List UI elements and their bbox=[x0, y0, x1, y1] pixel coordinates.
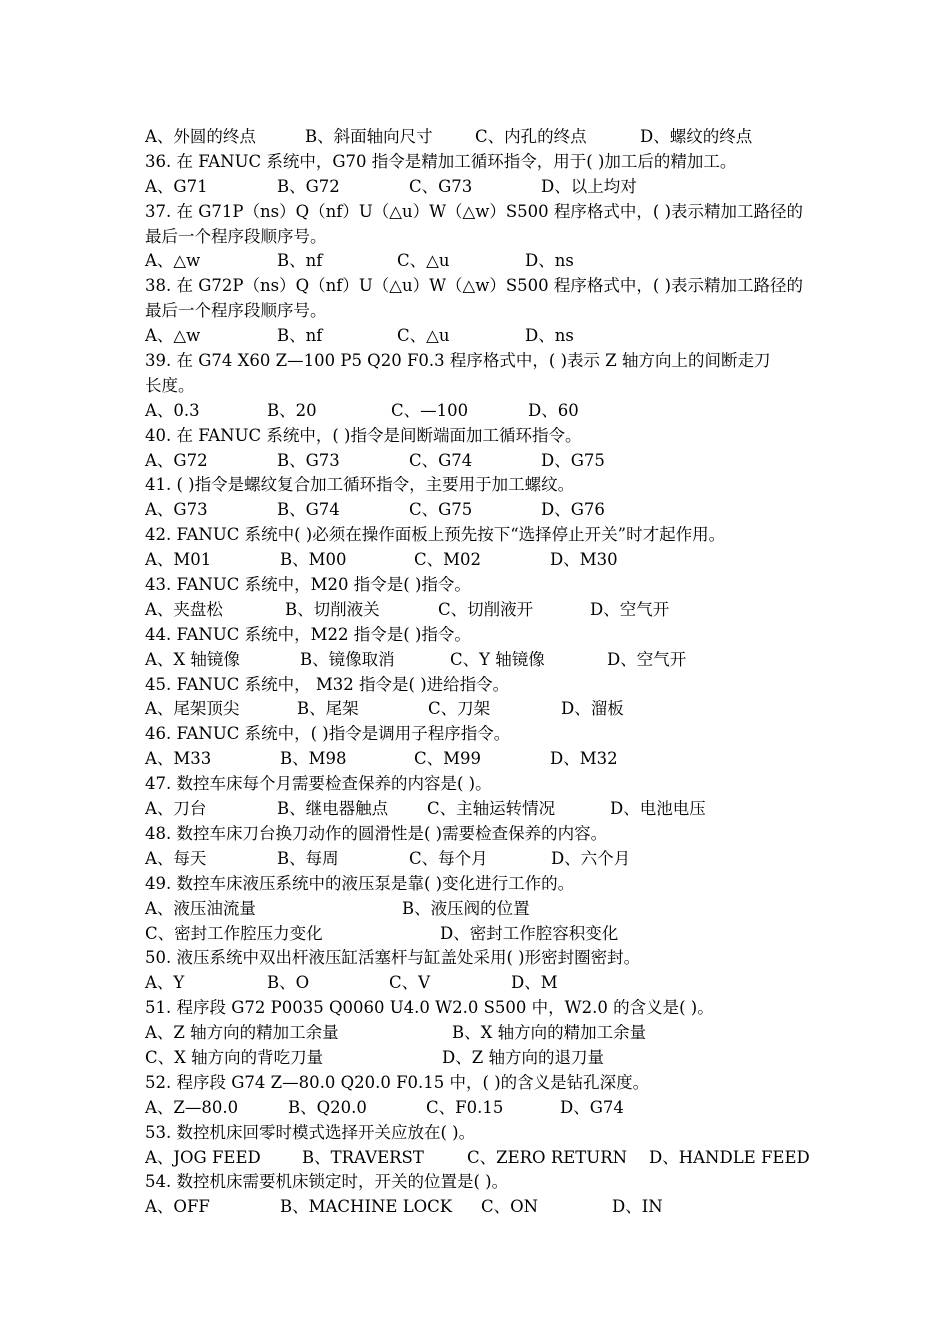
option-a: A、刀台 bbox=[145, 799, 207, 819]
option-a: A、外圆的终点 bbox=[145, 127, 256, 146]
option-c: C、Y 轴镜像 bbox=[450, 649, 545, 669]
question-text: 38. 在 G72P（ns）Q（nf）U（△u）W（△w）S500 程序格式中，( )表示精加工路径的 bbox=[145, 276, 804, 296]
question-text: 最后一个程序段顺序号。 bbox=[145, 301, 327, 321]
option-a: A、G72 bbox=[145, 450, 208, 470]
option-d: D、G75 bbox=[541, 450, 605, 470]
option-d: D、G74 bbox=[560, 1097, 624, 1117]
options-row bbox=[145, 697, 815, 722]
question-text: 36. 在 FANUC 系统中，G70 指令是精加工循环指令，用于( )加工后的精加工。 bbox=[145, 151, 737, 171]
options-row bbox=[145, 1146, 815, 1171]
option-a: A、△w bbox=[145, 251, 201, 271]
question-text: 最后一个程序段顺序号。 bbox=[145, 226, 327, 246]
option-c: C、△u bbox=[397, 326, 450, 346]
options-row bbox=[145, 1195, 815, 1220]
options-row bbox=[145, 175, 815, 200]
option-a: A、Y bbox=[145, 973, 185, 993]
options-row bbox=[145, 399, 815, 424]
question-text: 长度。 bbox=[145, 375, 195, 395]
question-text: 45. FANUC 系统中， M32 指令是( )进给指令。 bbox=[145, 674, 510, 694]
question-text: 43. FANUC 系统中，M20 指令是( )指令。 bbox=[145, 575, 471, 595]
option-c: C、主轴运转情况 bbox=[427, 799, 556, 819]
option-c: C、V bbox=[389, 973, 431, 993]
option-d: D、空气开 bbox=[590, 599, 670, 619]
option-c: C、ZERO RETURN bbox=[467, 1147, 628, 1167]
option-b: B、液压阀的位置 bbox=[402, 898, 530, 918]
option-b: B、Q20.0 bbox=[288, 1097, 367, 1117]
option-b: B、G73 bbox=[277, 450, 340, 470]
option-d: D、HANDLE FEED bbox=[649, 1147, 810, 1167]
option-b: B、X 轴方向的精加工余量 bbox=[452, 1023, 647, 1043]
option-c: C、M99 bbox=[414, 749, 482, 769]
option-a: A、0.3 bbox=[145, 400, 200, 420]
option-c: C、每个月 bbox=[409, 848, 488, 868]
question-text: 48. 数控车床刀台换刀动作的圆滑性是( )需要检查保养的内容。 bbox=[145, 823, 608, 843]
option-a: A、△w bbox=[145, 326, 201, 346]
option-c: C、切削液开 bbox=[438, 599, 534, 619]
option-d: D、M32 bbox=[550, 749, 618, 769]
option-d: D、IN bbox=[612, 1197, 663, 1217]
option-d: D、M30 bbox=[550, 550, 618, 570]
option-c: C、G75 bbox=[409, 500, 473, 520]
option-d: D、ns bbox=[525, 326, 574, 346]
option-a: A、OFF bbox=[145, 1197, 210, 1217]
options-row bbox=[145, 1096, 815, 1121]
option-b: D、密封工作腔容积变化 bbox=[440, 923, 619, 943]
question-text: 46. FANUC 系统中，( )指令是调用子程序指令。 bbox=[145, 724, 511, 744]
option-a: A、M01 bbox=[145, 550, 212, 570]
option-b: B、nf bbox=[277, 326, 323, 346]
option-b: B、继电器触点 bbox=[277, 799, 389, 819]
option-a: A、夹盘松 bbox=[145, 599, 223, 619]
question-text: 42. FANUC 系统中( )必须在操作面板上预先按下“选择停止开关”时才起作用。 bbox=[145, 525, 726, 545]
option-b: B、TRAVERST bbox=[302, 1147, 424, 1167]
option-b: B、尾架 bbox=[297, 699, 359, 719]
option-c: C、ON bbox=[481, 1197, 539, 1217]
question-text: 44. FANUC 系统中，M22 指令是( )指令。 bbox=[145, 624, 471, 644]
option-a: A、X 轴镜像 bbox=[145, 649, 240, 669]
options-row bbox=[145, 797, 815, 822]
options-row bbox=[145, 598, 815, 623]
options-row bbox=[145, 922, 815, 947]
option-b: B、切削液关 bbox=[285, 599, 380, 619]
option-d: D、M bbox=[511, 973, 558, 993]
option-a: A、JOG FEED bbox=[145, 1147, 261, 1167]
options-row bbox=[145, 548, 815, 573]
option-c: C、G74 bbox=[409, 450, 473, 470]
option-b: B、M00 bbox=[280, 550, 347, 570]
option-c: C、—100 bbox=[391, 400, 469, 420]
options-row bbox=[145, 648, 815, 673]
options-row bbox=[145, 249, 815, 274]
option-d: D、空气开 bbox=[607, 649, 687, 669]
option-d: D、以上均对 bbox=[541, 176, 637, 196]
option-a: A、每天 bbox=[145, 848, 207, 868]
options-row bbox=[145, 1046, 815, 1071]
question-text: 41. ( )指令是螺纹复合加工循环指令，主要用于加工螺纹。 bbox=[145, 475, 575, 495]
option-c: C、内孔的终点 bbox=[475, 127, 587, 146]
option-b: B、G74 bbox=[277, 500, 340, 520]
option-d: D、溜板 bbox=[561, 699, 624, 719]
option-a: A、G71 bbox=[145, 176, 208, 196]
option-b: B、MACHINE LOCK bbox=[280, 1197, 453, 1217]
options-row bbox=[145, 125, 815, 150]
option-b: B、O bbox=[267, 973, 310, 993]
question-text: 37. 在 G71P（ns）Q（nf）U（△u）W（△w）S500 程序格式中，( )表示精加工路径的 bbox=[145, 201, 804, 221]
option-d: D、ns bbox=[525, 251, 574, 271]
options-row bbox=[145, 324, 815, 349]
option-b: B、nf bbox=[277, 251, 323, 271]
option-b: D、Z 轴方向的退刀量 bbox=[442, 1047, 604, 1067]
option-b: B、G72 bbox=[277, 176, 340, 196]
options-row bbox=[145, 498, 815, 523]
options-row bbox=[145, 971, 815, 996]
option-d: D、电池电压 bbox=[610, 799, 706, 819]
question-text: 40. 在 FANUC 系统中，( )指令是间断端面加工循环指令。 bbox=[145, 425, 582, 445]
option-a: A、Z 轴方向的精加工余量 bbox=[145, 1023, 339, 1043]
option-b: B、斜面轴向尺寸 bbox=[305, 127, 433, 146]
option-c: C、△u bbox=[397, 251, 450, 271]
option-d: D、螺纹的终点 bbox=[640, 127, 753, 146]
question-text: 53. 数控机床回零时模式选择开关应放在( )。 bbox=[145, 1122, 476, 1142]
question-text: 49. 数控车床液压系统中的液压泵是靠( )变化进行工作的。 bbox=[145, 873, 575, 893]
option-c: C、F0.15 bbox=[426, 1097, 504, 1117]
option-d: D、六个月 bbox=[551, 848, 631, 868]
options-row bbox=[145, 847, 815, 872]
option-a: A、液压油流量 bbox=[145, 898, 256, 918]
options-row bbox=[145, 1021, 815, 1046]
option-c: C、刀架 bbox=[428, 699, 491, 719]
option-a: A、尾架顶尖 bbox=[145, 699, 240, 719]
option-b: B、镜像取消 bbox=[300, 649, 395, 669]
option-d: D、G76 bbox=[541, 500, 605, 520]
option-a: A、G73 bbox=[145, 500, 208, 520]
question-text: 51. 程序段 G72 P0035 Q0060 U4.0 W2.0 S500 中，W2.0 的含义是( )。 bbox=[145, 998, 714, 1018]
question-text: 54. 数控机床需要机床锁定时，开关的位置是( )。 bbox=[145, 1172, 509, 1192]
options-row bbox=[145, 449, 815, 474]
option-c: C、G73 bbox=[409, 176, 473, 196]
question-text: 50. 液压系统中双出杆液压缸活塞杆与缸盖处采用( )形密封圈密封。 bbox=[145, 948, 641, 968]
question-text: 39. 在 G74 X60 Z—100 P5 Q20 F0.3 程序格式中，( )表示 Z 轴方向上的间断走刀 bbox=[145, 351, 771, 371]
option-a: C、X 轴方向的背吃刀量 bbox=[145, 1047, 324, 1067]
option-b: B、每周 bbox=[277, 848, 339, 868]
question-text: 47. 数控车床每个月需要检查保养的内容是( )。 bbox=[145, 774, 492, 794]
options-row bbox=[145, 897, 815, 922]
option-b: B、20 bbox=[267, 400, 317, 420]
option-a: A、Z—80.0 bbox=[145, 1097, 239, 1117]
document-page bbox=[145, 125, 815, 1220]
question-text: 52. 程序段 G74 Z—80.0 Q20.0 F0.15 中，( )的含义是钻孔深度。 bbox=[145, 1072, 650, 1092]
option-a: C、密封工作腔压力变化 bbox=[145, 923, 323, 943]
option-b: B、M98 bbox=[280, 749, 347, 769]
option-c: C、M02 bbox=[414, 550, 482, 570]
option-d: D、60 bbox=[528, 400, 579, 420]
option-a: A、M33 bbox=[145, 749, 212, 769]
options-row bbox=[145, 747, 815, 772]
